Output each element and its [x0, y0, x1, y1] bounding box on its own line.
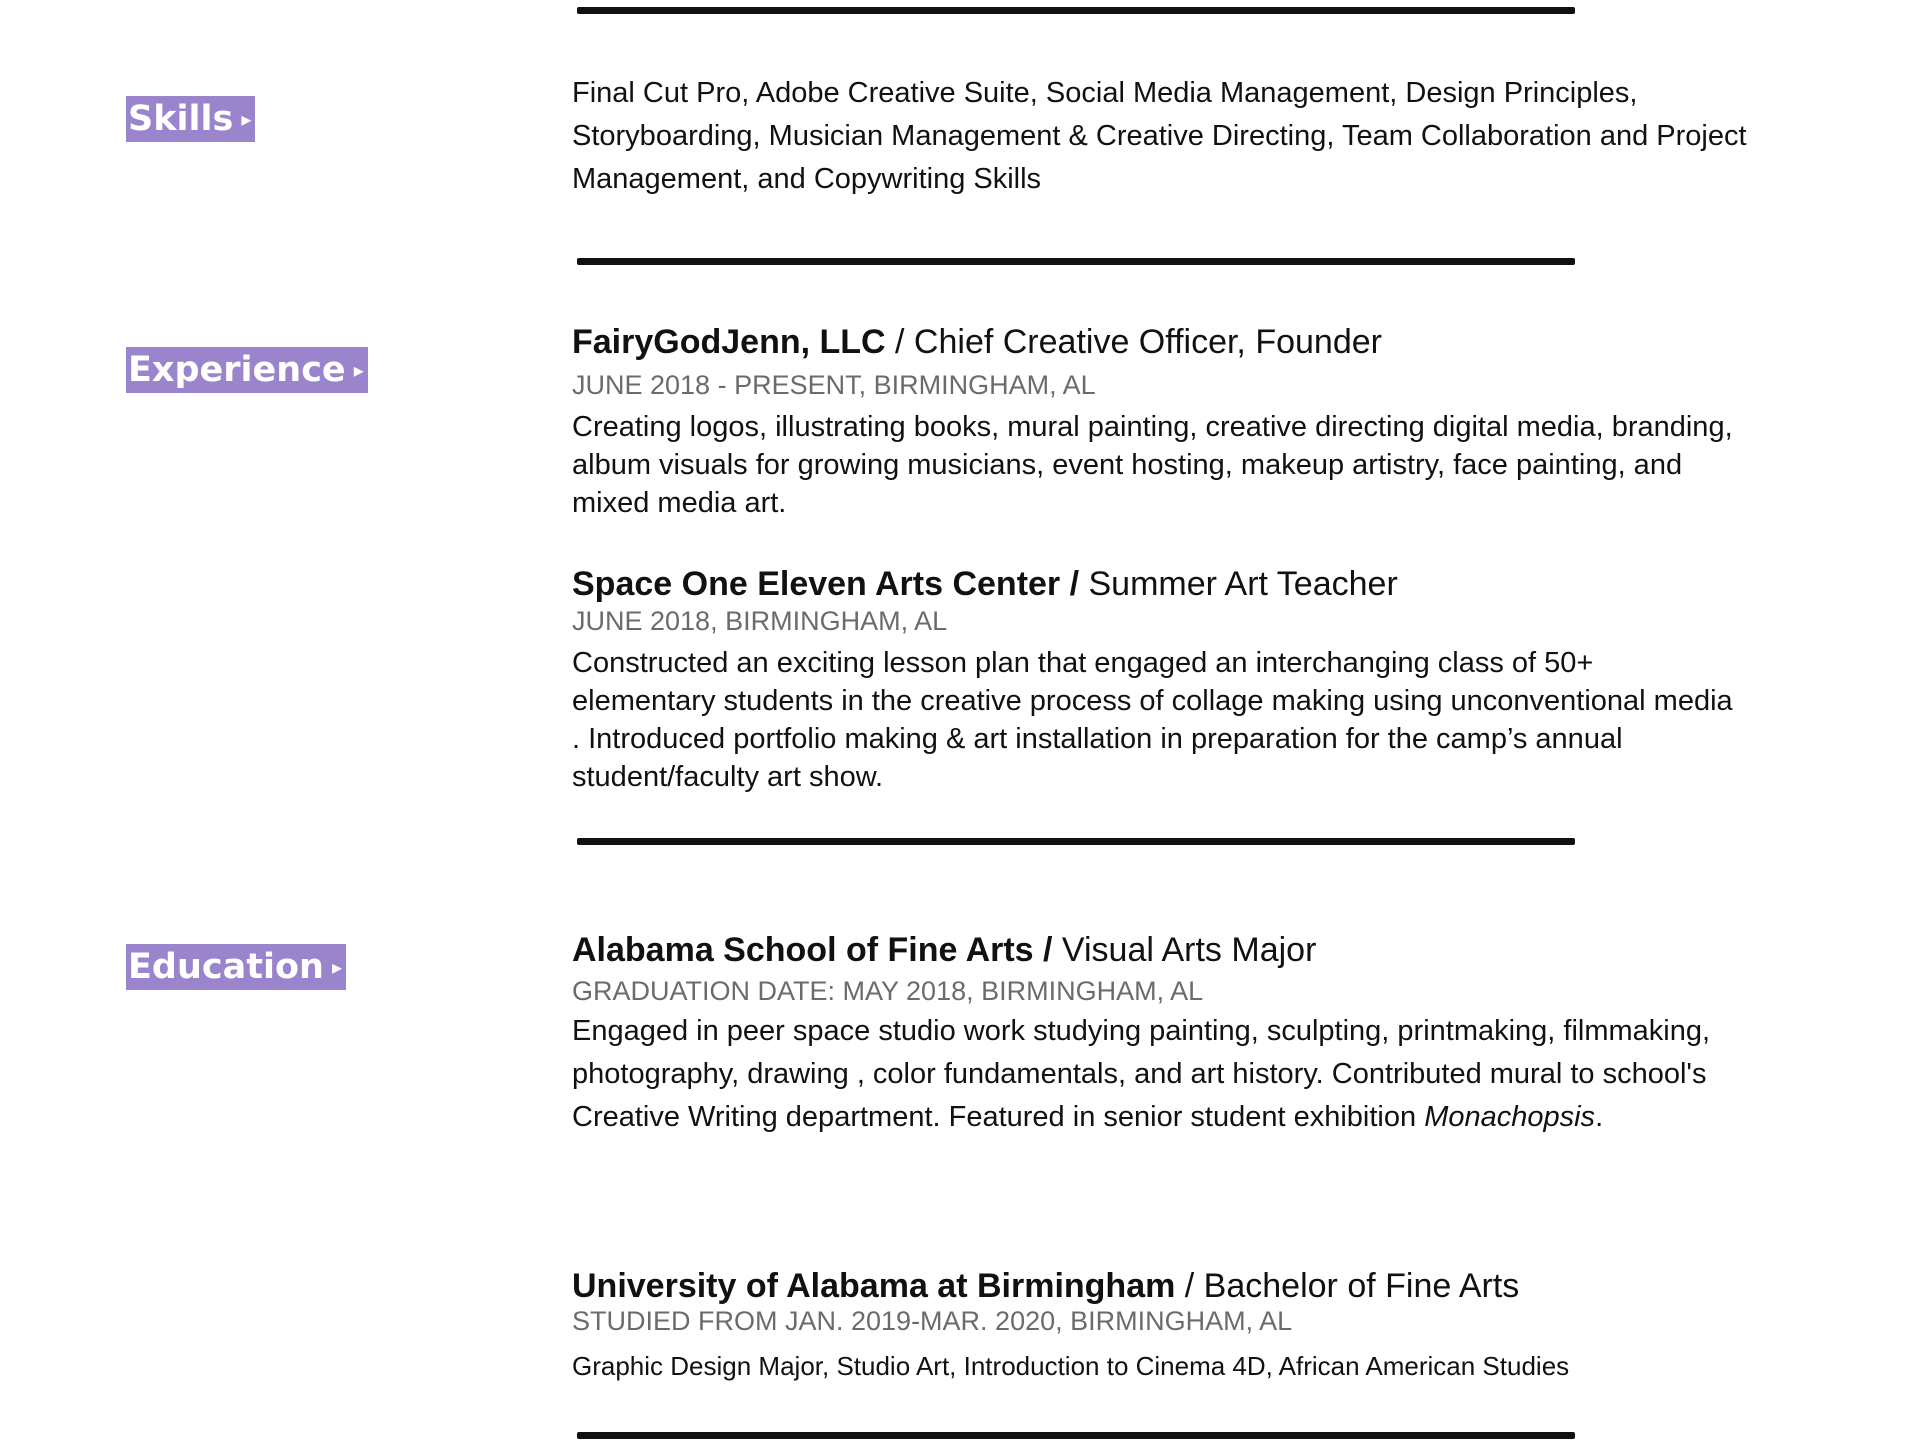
- entry-meta: STUDIED FROM JAN. 2019-MAR. 2020, BIRMINGHAM, AL: [572, 1306, 1293, 1336]
- entry-description: Constructed an exciting lesson plan that engaged an interchanging class of 50+ elementary students in the creative process of collage making using unconventional media . Introduced portfolio making & art installation in preparation for the camp’s annual student/faculty art show.: [572, 647, 1733, 793]
- triangle-right-icon: ▸: [331, 955, 342, 979]
- divider-experience-education: [577, 838, 1575, 845]
- experience-entry: [572, 320, 1742, 522]
- entry-role: Summer Art Teacher: [1079, 565, 1398, 603]
- triangle-right-icon: ▸: [241, 107, 252, 131]
- divider-top: [577, 7, 1575, 14]
- entry-meta: JUNE 2018, BIRMINGHAM, AL: [572, 606, 948, 636]
- exhibition-title: Monachopsis: [1424, 1101, 1596, 1133]
- entry-role: / Bachelor of Fine Arts: [1175, 1267, 1520, 1305]
- education-entry: [572, 1264, 1762, 1384]
- entry-description-end: .: [1595, 1101, 1604, 1133]
- entry-description-text: Engaged in peer space studio work studying painting, sculpting, printmaking, filmmaking, photography, drawing , color fundamentals, and art history. Contributed mural to school's Creative Writing department. Featured in senior student exhibition: [572, 1015, 1711, 1133]
- section-label-skills: [126, 96, 255, 142]
- section-label-text: Education: [128, 947, 324, 987]
- experience-entry: [572, 562, 1742, 796]
- entry-title: [572, 320, 1742, 364]
- entry-title: [572, 928, 1762, 972]
- entry-role: / Chief Creative Officer, Founder: [885, 323, 1382, 361]
- education-entry: [572, 928, 1762, 1139]
- section-label-experience: [126, 347, 368, 393]
- section-label-education: [126, 944, 346, 990]
- entry-role: Visual Arts Major: [1052, 931, 1317, 969]
- entry-organization: Space One Eleven Arts Center /: [572, 565, 1080, 603]
- entry-meta: GRADUATION DATE: MAY 2018, BIRMINGHAM, AL: [572, 976, 1204, 1006]
- section-label-text: Experience: [128, 350, 346, 390]
- section-label-text: Skills: [128, 99, 234, 139]
- entry-organization: FairyGodJenn, LLC: [572, 323, 886, 361]
- divider-skills-experience: [577, 258, 1575, 265]
- entry-description: Creating logos, illustrating books, mural painting, creative directing digital media, branding, album visuals for growing musicians, event hosting, makeup artistry, face painting, and mixed media art.: [572, 411, 1733, 519]
- entry-description: [572, 1010, 1762, 1139]
- entry-organization: University of Alabama at Birmingham: [572, 1267, 1176, 1305]
- skills-text: Final Cut Pro, Adobe Creative Suite, Social Media Management, Design Principles, Storyboarding, Musician Management & Creative Directing, Team Collaboration and Project Management, and Copywriting Skills: [572, 77, 1747, 195]
- entry-meta: JUNE 2018 - PRESENT, BIRMINGHAM, AL: [572, 370, 1096, 400]
- entry-title: [572, 562, 1742, 606]
- triangle-right-icon: ▸: [353, 358, 364, 382]
- entry-description: Graphic Design Major, Studio Art, Introduction to Cinema 4D, African American Studies: [572, 1351, 1570, 1381]
- divider-bottom: [577, 1432, 1575, 1439]
- entry-organization: Alabama School of Fine Arts /: [572, 931, 1053, 969]
